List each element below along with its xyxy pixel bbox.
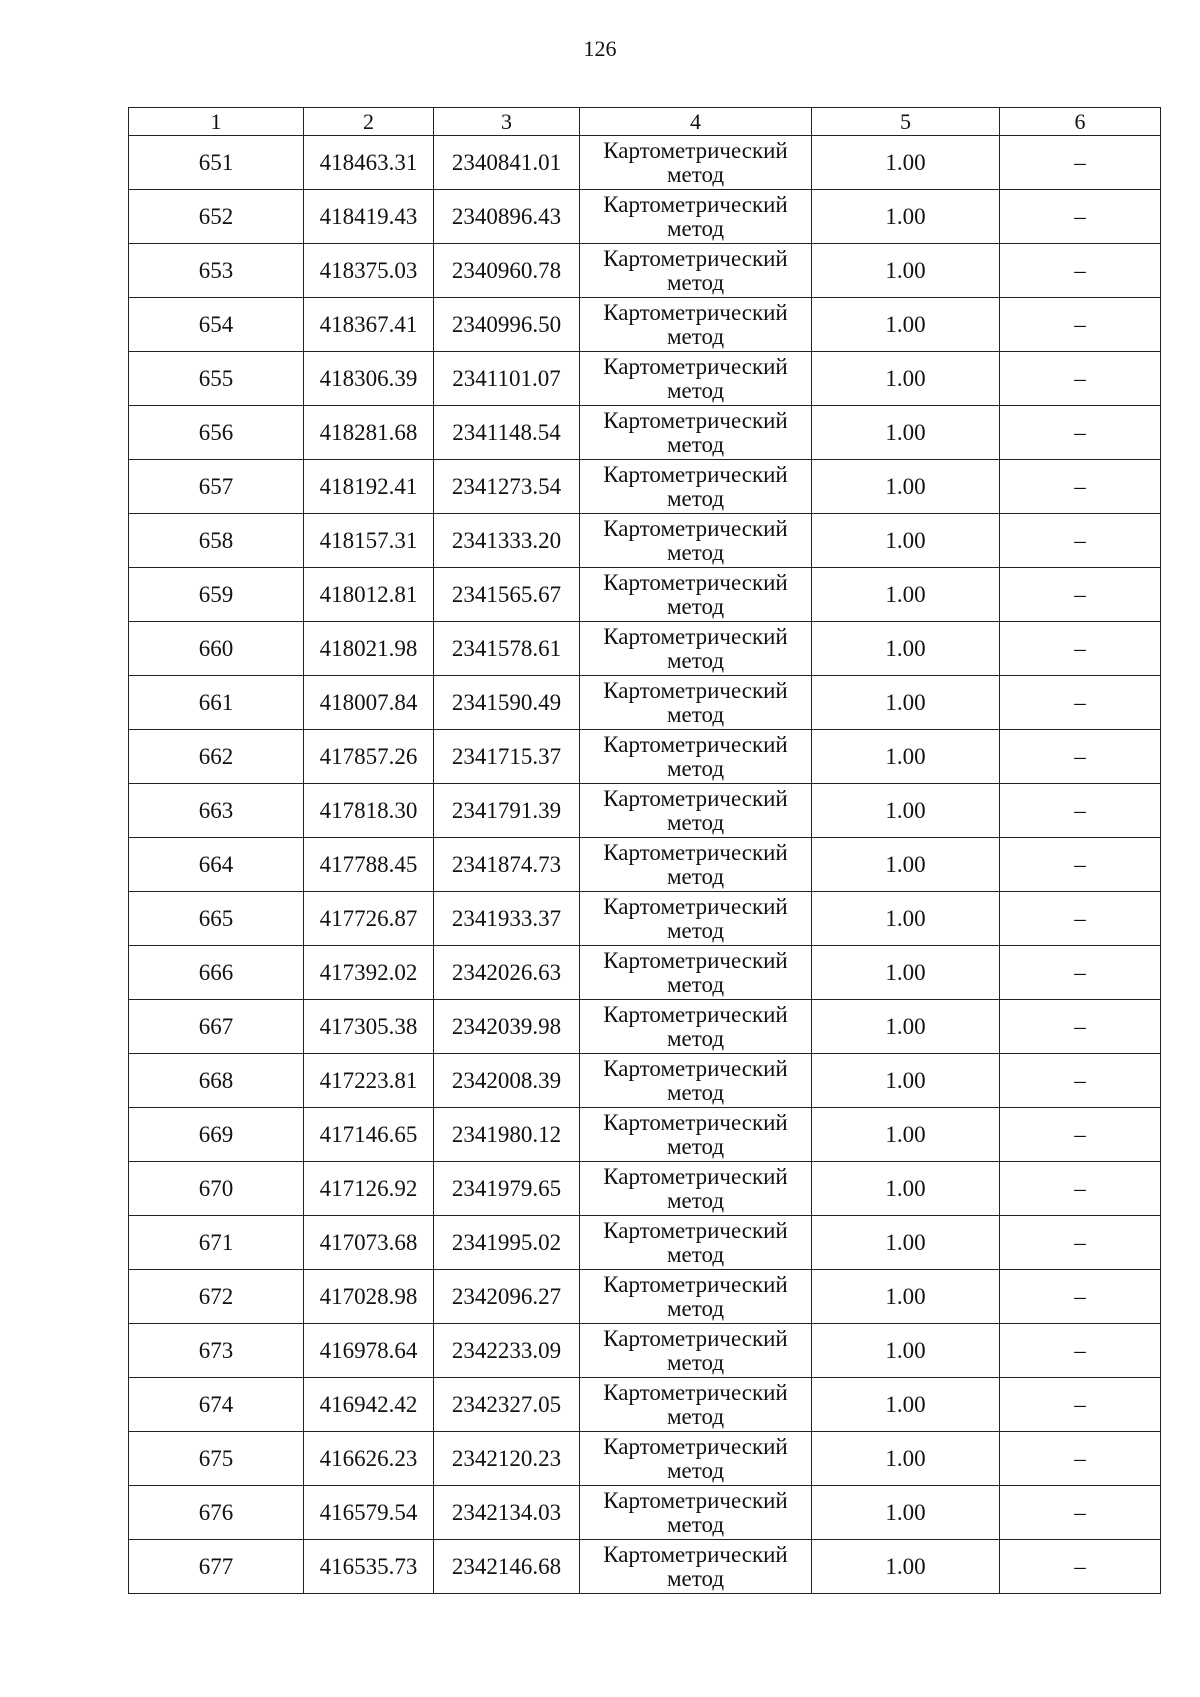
- method-line-1: Картометрический: [603, 893, 788, 919]
- column-header: 4: [580, 108, 812, 136]
- point-number-cell: 659: [129, 568, 304, 622]
- table-row: [129, 190, 1161, 244]
- accuracy-cell: 1.00: [812, 1216, 1000, 1270]
- note-cell: –: [1000, 676, 1161, 730]
- table-row: [129, 1540, 1161, 1594]
- table-row: [129, 244, 1161, 298]
- note-cell: –: [1000, 1054, 1161, 1108]
- method-line-1: Картометрический: [603, 1001, 788, 1027]
- table-row: [129, 892, 1161, 946]
- method-line-2: метод: [666, 917, 725, 943]
- x-coordinate-cell: 417818.30: [304, 784, 434, 838]
- y-coordinate-cell: 2341933.37: [434, 892, 580, 946]
- point-number-cell: 674: [129, 1378, 304, 1432]
- table-row: [129, 1000, 1161, 1054]
- method-cell: [580, 1054, 812, 1108]
- y-coordinate-cell: 2340896.43: [434, 190, 580, 244]
- accuracy-cell: 1.00: [812, 514, 1000, 568]
- note-cell: –: [1000, 1432, 1161, 1486]
- accuracy-cell: 1.00: [812, 892, 1000, 946]
- accuracy-cell: 1.00: [812, 946, 1000, 1000]
- point-number-cell: 667: [129, 1000, 304, 1054]
- y-coordinate-cell: 2341995.02: [434, 1216, 580, 1270]
- method-line-1: Картометрический: [603, 1055, 788, 1081]
- method-line-2: метод: [666, 1025, 725, 1051]
- method-line-2: метод: [666, 1511, 725, 1537]
- table-row: [129, 1108, 1161, 1162]
- accuracy-cell: 1.00: [812, 622, 1000, 676]
- method-line-2: метод: [666, 1241, 725, 1267]
- note-cell: –: [1000, 298, 1161, 352]
- method-line-2: метод: [666, 1133, 725, 1159]
- point-number-cell: 668: [129, 1054, 304, 1108]
- table-row: [129, 676, 1161, 730]
- point-number-cell: 651: [129, 136, 304, 190]
- method-line-1: Картометрический: [603, 137, 788, 163]
- method-cell: [580, 1108, 812, 1162]
- table-row: [129, 568, 1161, 622]
- accuracy-cell: 1.00: [812, 1324, 1000, 1378]
- method-line-2: метод: [666, 809, 725, 835]
- method-line-1: Картометрический: [603, 407, 788, 433]
- accuracy-cell: 1.00: [812, 1486, 1000, 1540]
- method-line-2: метод: [666, 1079, 725, 1105]
- method-cell: [580, 1162, 812, 1216]
- note-cell: –: [1000, 946, 1161, 1000]
- table-row: [129, 514, 1161, 568]
- x-coordinate-cell: 418419.43: [304, 190, 434, 244]
- point-number-cell: 657: [129, 460, 304, 514]
- method-line-1: Картометрический: [603, 353, 788, 379]
- method-line-1: Картометрический: [603, 1379, 788, 1405]
- column-header: 6: [1000, 108, 1161, 136]
- accuracy-cell: 1.00: [812, 676, 1000, 730]
- table-row: [129, 1216, 1161, 1270]
- method-line-2: метод: [666, 1403, 725, 1429]
- table-row: [129, 1270, 1161, 1324]
- note-cell: –: [1000, 838, 1161, 892]
- note-cell: –: [1000, 730, 1161, 784]
- accuracy-cell: 1.00: [812, 1054, 1000, 1108]
- x-coordinate-cell: 418007.84: [304, 676, 434, 730]
- y-coordinate-cell: 2342008.39: [434, 1054, 580, 1108]
- method-line-2: метод: [666, 539, 725, 565]
- note-cell: –: [1000, 514, 1161, 568]
- y-coordinate-cell: 2342039.98: [434, 1000, 580, 1054]
- table-row: [129, 1486, 1161, 1540]
- method-cell: [580, 568, 812, 622]
- accuracy-cell: 1.00: [812, 1540, 1000, 1594]
- method-cell: [580, 244, 812, 298]
- method-cell: [580, 190, 812, 244]
- point-number-cell: 675: [129, 1432, 304, 1486]
- column-header: 1: [129, 108, 304, 136]
- note-cell: –: [1000, 352, 1161, 406]
- x-coordinate-cell: 417028.98: [304, 1270, 434, 1324]
- accuracy-cell: 1.00: [812, 244, 1000, 298]
- note-cell: –: [1000, 1270, 1161, 1324]
- method-line-1: Картометрический: [603, 947, 788, 973]
- point-number-cell: 677: [129, 1540, 304, 1594]
- column-header: 3: [434, 108, 580, 136]
- x-coordinate-cell: 418306.39: [304, 352, 434, 406]
- note-cell: –: [1000, 1162, 1161, 1216]
- table-row: [129, 1162, 1161, 1216]
- x-coordinate-cell: 418012.81: [304, 568, 434, 622]
- x-coordinate-cell: 418021.98: [304, 622, 434, 676]
- note-cell: –: [1000, 1540, 1161, 1594]
- x-coordinate-cell: 417073.68: [304, 1216, 434, 1270]
- method-line-1: Картометрический: [603, 191, 788, 217]
- method-cell: [580, 406, 812, 460]
- method-line-2: метод: [666, 863, 725, 889]
- point-number-cell: 670: [129, 1162, 304, 1216]
- point-number-cell: 663: [129, 784, 304, 838]
- method-line-1: Картометрический: [603, 1541, 788, 1567]
- coordinates-table: [128, 107, 1161, 1594]
- accuracy-cell: 1.00: [812, 784, 1000, 838]
- method-line-2: метод: [666, 323, 725, 349]
- y-coordinate-cell: 2342120.23: [434, 1432, 580, 1486]
- header-row: [129, 108, 1161, 136]
- method-line-2: метод: [666, 971, 725, 997]
- x-coordinate-cell: 417788.45: [304, 838, 434, 892]
- method-line-2: метод: [666, 593, 725, 619]
- x-coordinate-cell: 418375.03: [304, 244, 434, 298]
- method-line-1: Картометрический: [603, 1109, 788, 1135]
- table-header: [129, 108, 1161, 136]
- method-line-1: Картометрический: [603, 1487, 788, 1513]
- point-number-cell: 658: [129, 514, 304, 568]
- table-row: [129, 838, 1161, 892]
- method-cell: [580, 1486, 812, 1540]
- method-line-1: Картометрический: [603, 1433, 788, 1459]
- point-number-cell: 660: [129, 622, 304, 676]
- point-number-cell: 652: [129, 190, 304, 244]
- x-coordinate-cell: 417126.92: [304, 1162, 434, 1216]
- accuracy-cell: 1.00: [812, 1000, 1000, 1054]
- y-coordinate-cell: 2341980.12: [434, 1108, 580, 1162]
- table-row: [129, 730, 1161, 784]
- note-cell: –: [1000, 892, 1161, 946]
- method-line-2: метод: [666, 485, 725, 511]
- method-line-1: Картометрический: [603, 731, 788, 757]
- note-cell: –: [1000, 568, 1161, 622]
- table-row: [129, 406, 1161, 460]
- method-line-2: метод: [666, 647, 725, 673]
- point-number-cell: 653: [129, 244, 304, 298]
- y-coordinate-cell: 2341979.65: [434, 1162, 580, 1216]
- method-cell: [580, 136, 812, 190]
- table-row: [129, 298, 1161, 352]
- y-coordinate-cell: 2341273.54: [434, 460, 580, 514]
- method-line-2: метод: [666, 1187, 725, 1213]
- table-row: [129, 1432, 1161, 1486]
- y-coordinate-cell: 2341333.20: [434, 514, 580, 568]
- method-cell: [580, 1540, 812, 1594]
- method-cell: [580, 1216, 812, 1270]
- point-number-cell: 664: [129, 838, 304, 892]
- method-cell: [580, 1378, 812, 1432]
- point-number-cell: 669: [129, 1108, 304, 1162]
- y-coordinate-cell: 2342146.68: [434, 1540, 580, 1594]
- x-coordinate-cell: 416942.42: [304, 1378, 434, 1432]
- method-line-2: метод: [666, 269, 725, 295]
- point-number-cell: 671: [129, 1216, 304, 1270]
- method-cell: [580, 1270, 812, 1324]
- method-cell: [580, 352, 812, 406]
- note-cell: –: [1000, 1000, 1161, 1054]
- method-line-2: метод: [666, 755, 725, 781]
- y-coordinate-cell: 2342233.09: [434, 1324, 580, 1378]
- note-cell: –: [1000, 460, 1161, 514]
- y-coordinate-cell: 2342134.03: [434, 1486, 580, 1540]
- y-coordinate-cell: 2340996.50: [434, 298, 580, 352]
- x-coordinate-cell: 418463.31: [304, 136, 434, 190]
- accuracy-cell: 1.00: [812, 1162, 1000, 1216]
- note-cell: –: [1000, 190, 1161, 244]
- x-coordinate-cell: 416579.54: [304, 1486, 434, 1540]
- x-coordinate-cell: 418157.31: [304, 514, 434, 568]
- note-cell: –: [1000, 1216, 1161, 1270]
- method-line-2: метод: [666, 1295, 725, 1321]
- column-header: 5: [812, 108, 1000, 136]
- note-cell: –: [1000, 1324, 1161, 1378]
- x-coordinate-cell: 417726.87: [304, 892, 434, 946]
- y-coordinate-cell: 2342096.27: [434, 1270, 580, 1324]
- method-line-1: Картометрический: [603, 785, 788, 811]
- note-cell: –: [1000, 622, 1161, 676]
- y-coordinate-cell: 2341148.54: [434, 406, 580, 460]
- accuracy-cell: 1.00: [812, 1432, 1000, 1486]
- note-cell: –: [1000, 1486, 1161, 1540]
- method-line-1: Картометрический: [603, 623, 788, 649]
- note-cell: –: [1000, 1378, 1161, 1432]
- accuracy-cell: 1.00: [812, 730, 1000, 784]
- method-line-1: Картометрический: [603, 839, 788, 865]
- accuracy-cell: 1.00: [812, 1108, 1000, 1162]
- x-coordinate-cell: 417146.65: [304, 1108, 434, 1162]
- point-number-cell: 673: [129, 1324, 304, 1378]
- accuracy-cell: 1.00: [812, 298, 1000, 352]
- method-line-1: Картометрический: [603, 1217, 788, 1243]
- table-row: [129, 352, 1161, 406]
- method-line-1: Картометрический: [603, 245, 788, 271]
- method-line-1: Картометрический: [603, 1325, 788, 1351]
- method-cell: [580, 730, 812, 784]
- x-coordinate-cell: 417223.81: [304, 1054, 434, 1108]
- y-coordinate-cell: 2341715.37: [434, 730, 580, 784]
- method-line-2: метод: [666, 431, 725, 457]
- method-line-1: Картометрический: [603, 299, 788, 325]
- y-coordinate-cell: 2341874.73: [434, 838, 580, 892]
- accuracy-cell: 1.00: [812, 460, 1000, 514]
- method-cell: [580, 1000, 812, 1054]
- x-coordinate-cell: 417857.26: [304, 730, 434, 784]
- note-cell: –: [1000, 244, 1161, 298]
- x-coordinate-cell: 418281.68: [304, 406, 434, 460]
- note-cell: –: [1000, 406, 1161, 460]
- note-cell: –: [1000, 136, 1161, 190]
- x-coordinate-cell: 416626.23: [304, 1432, 434, 1486]
- y-coordinate-cell: 2341590.49: [434, 676, 580, 730]
- accuracy-cell: 1.00: [812, 568, 1000, 622]
- accuracy-cell: 1.00: [812, 838, 1000, 892]
- y-coordinate-cell: 2341791.39: [434, 784, 580, 838]
- table-row: [129, 784, 1161, 838]
- method-cell: [580, 892, 812, 946]
- method-cell: [580, 1432, 812, 1486]
- y-coordinate-cell: 2341101.07: [434, 352, 580, 406]
- method-line-2: метод: [666, 1565, 725, 1591]
- method-cell: [580, 676, 812, 730]
- table-body: [129, 136, 1161, 1594]
- y-coordinate-cell: 2340960.78: [434, 244, 580, 298]
- accuracy-cell: 1.00: [812, 406, 1000, 460]
- method-cell: [580, 784, 812, 838]
- table-row: [129, 136, 1161, 190]
- method-cell: [580, 460, 812, 514]
- y-coordinate-cell: 2341578.61: [434, 622, 580, 676]
- table-row: [129, 622, 1161, 676]
- method-line-2: метод: [666, 701, 725, 727]
- point-number-cell: 656: [129, 406, 304, 460]
- method-cell: [580, 298, 812, 352]
- x-coordinate-cell: 416978.64: [304, 1324, 434, 1378]
- method-line-1: Картометрический: [603, 461, 788, 487]
- table-row: [129, 460, 1161, 514]
- accuracy-cell: 1.00: [812, 190, 1000, 244]
- point-number-cell: 672: [129, 1270, 304, 1324]
- point-number-cell: 655: [129, 352, 304, 406]
- note-cell: –: [1000, 1108, 1161, 1162]
- x-coordinate-cell: 418367.41: [304, 298, 434, 352]
- method-line-2: метод: [666, 377, 725, 403]
- y-coordinate-cell: 2342327.05: [434, 1378, 580, 1432]
- y-coordinate-cell: 2340841.01: [434, 136, 580, 190]
- x-coordinate-cell: 418192.41: [304, 460, 434, 514]
- point-number-cell: 662: [129, 730, 304, 784]
- table-row: [129, 1324, 1161, 1378]
- point-number-cell: 666: [129, 946, 304, 1000]
- table-row: [129, 946, 1161, 1000]
- y-coordinate-cell: 2342026.63: [434, 946, 580, 1000]
- note-cell: –: [1000, 784, 1161, 838]
- method-line-2: метод: [666, 1457, 725, 1483]
- method-cell: [580, 946, 812, 1000]
- point-number-cell: 661: [129, 676, 304, 730]
- x-coordinate-cell: 416535.73: [304, 1540, 434, 1594]
- accuracy-cell: 1.00: [812, 1270, 1000, 1324]
- method-line-2: метод: [666, 161, 725, 187]
- method-cell: [580, 514, 812, 568]
- method-line-1: Картометрический: [603, 515, 788, 541]
- method-cell: [580, 838, 812, 892]
- method-line-1: Картометрический: [603, 1163, 788, 1189]
- y-coordinate-cell: 2341565.67: [434, 568, 580, 622]
- table-row: [129, 1378, 1161, 1432]
- accuracy-cell: 1.00: [812, 352, 1000, 406]
- method-cell: [580, 1324, 812, 1378]
- table-row: [129, 1054, 1161, 1108]
- x-coordinate-cell: 417305.38: [304, 1000, 434, 1054]
- method-line-1: Картометрический: [603, 677, 788, 703]
- accuracy-cell: 1.00: [812, 136, 1000, 190]
- method-line-1: Картометрический: [603, 569, 788, 595]
- page-number: 126: [583, 36, 617, 61]
- method-line-1: Картометрический: [603, 1271, 788, 1297]
- point-number-cell: 654: [129, 298, 304, 352]
- point-number-cell: 665: [129, 892, 304, 946]
- method-line-2: метод: [666, 215, 725, 241]
- accuracy-cell: 1.00: [812, 1378, 1000, 1432]
- method-cell: [580, 622, 812, 676]
- point-number-cell: 676: [129, 1486, 304, 1540]
- column-header: 2: [304, 108, 434, 136]
- x-coordinate-cell: 417392.02: [304, 946, 434, 1000]
- method-line-2: метод: [666, 1349, 725, 1375]
